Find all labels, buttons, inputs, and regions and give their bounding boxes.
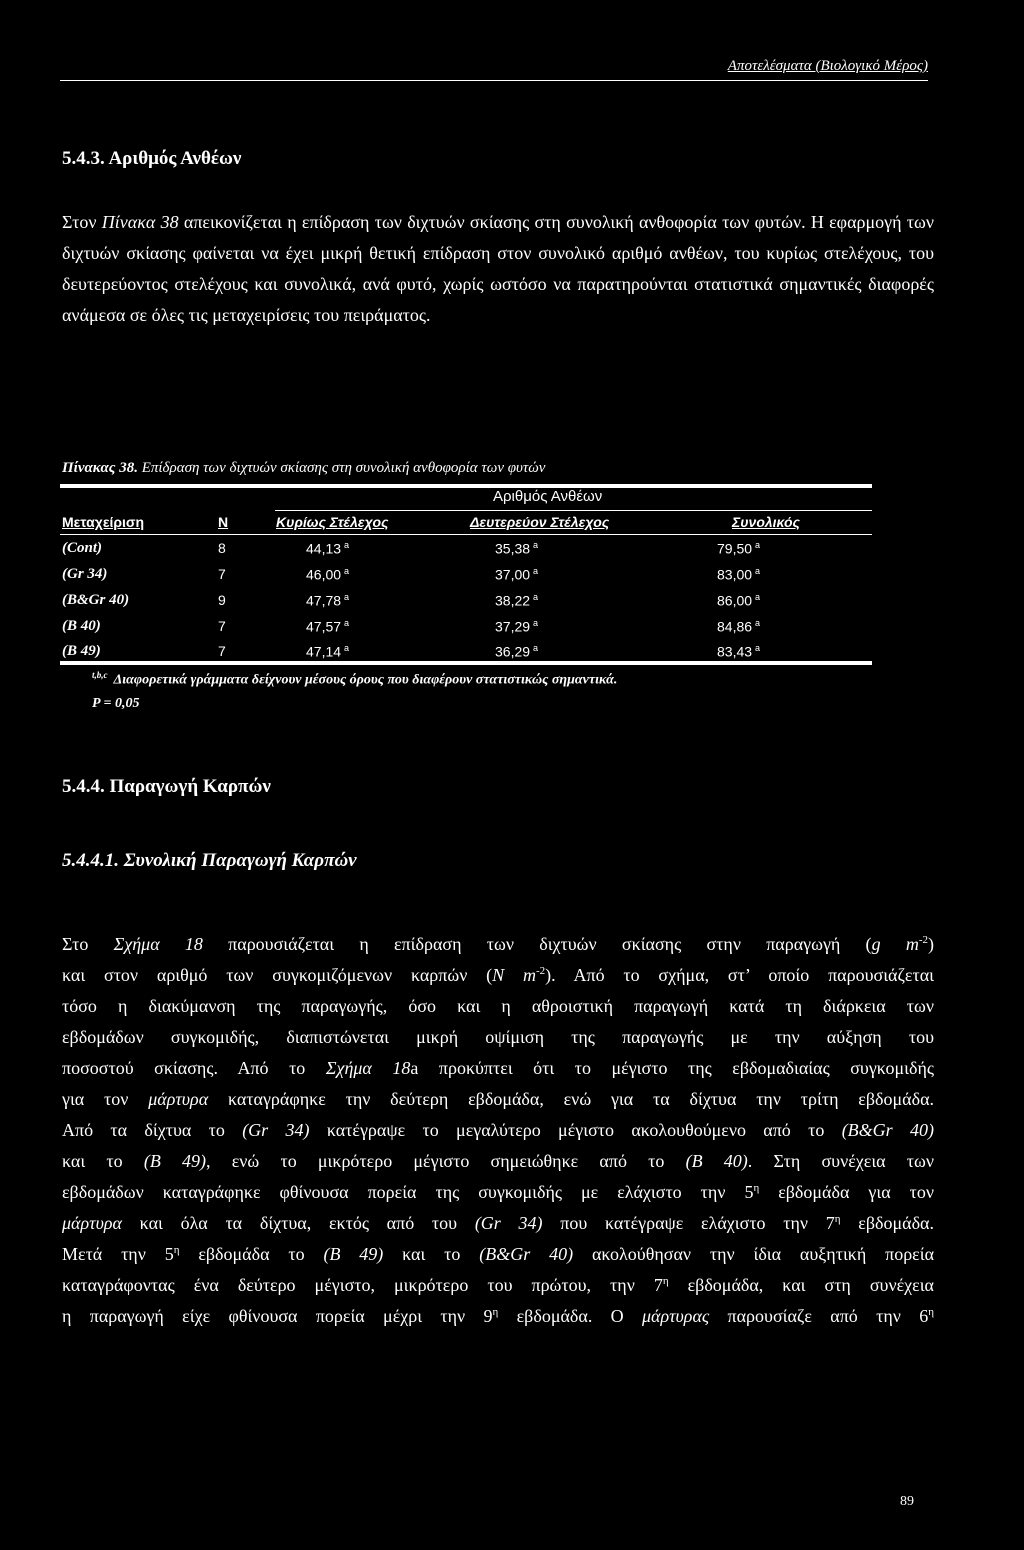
running-header: Αποτελέσματα (Βιολογικό Μέρος) — [727, 58, 928, 74]
paragraph-line — [62, 1115, 934, 1146]
secondary-stem-cell-value: 36,29 — [495, 643, 531, 660]
superscript: -2 — [918, 934, 928, 946]
secondary-stem-cell — [495, 618, 538, 635]
page-number: 89 — [900, 1494, 914, 1509]
total-cell-value: 83,43 — [717, 643, 753, 660]
paragraph-line — [62, 1146, 934, 1177]
secondary-stem-cell-value: 38,22 — [495, 592, 531, 609]
table-footnote — [92, 670, 617, 689]
n-cell-value: 8 — [218, 540, 226, 556]
table-bottom-rule — [60, 661, 872, 665]
section-heading-5441: 5.4.4.1. Συνολική Παραγωγή Καρπών — [62, 850, 357, 871]
paragraph-line — [62, 960, 934, 991]
main-stem-cell — [306, 540, 349, 557]
p-value: P = 0,05 — [92, 696, 140, 711]
significance-letter: a — [755, 618, 761, 628]
italic-text: (B&Gr 40) — [479, 1244, 574, 1264]
superscript: η — [173, 1244, 180, 1256]
line-text: εβδομάδα. — [840, 1213, 934, 1233]
line-text: τόσο η διακύμανση της παραγωγής, όσο και η αθροιστική παραγωγή κατά τη διάρκεια των — [62, 996, 934, 1016]
significance-letter: a — [755, 592, 761, 602]
italic-text: Σχήμα 18 — [113, 934, 203, 954]
col-header-secondary: Δευτερεύον Στέλεχος — [470, 514, 610, 530]
paragraph-line — [62, 991, 934, 1022]
line-text: εβδομάδα το — [179, 1244, 324, 1264]
line-text: ακολούθησαν την ίδια αυξητική πορεία — [573, 1244, 935, 1264]
paragraph-line — [62, 1208, 934, 1239]
paragraph-line — [62, 929, 934, 960]
italic-text: (Gr 34) — [474, 1213, 543, 1233]
n-cell — [218, 540, 226, 556]
line-text: . Στη συνέχεια των — [747, 1151, 935, 1171]
n-cell-value: 7 — [218, 566, 226, 582]
line-text: καταγράφοντας ένα δεύτερο μέγιστο, μικρότερο του πρώτου, την 7 — [62, 1275, 663, 1295]
main-stem-cell — [306, 618, 349, 635]
paragraph-line — [62, 1239, 934, 1270]
secondary-stem-cell — [495, 592, 538, 609]
total-cell-value: 86,00 — [717, 592, 753, 609]
total-cell — [717, 540, 760, 557]
line-text: και το — [383, 1244, 480, 1264]
line-text: κατέγραψε το μεγαλύτερο μέγιστο ακολουθούμενο από το — [309, 1120, 842, 1140]
total-cell — [717, 618, 760, 635]
n-cell — [218, 592, 226, 608]
total-cell-value: 79,50 — [717, 540, 753, 557]
significance-letter: a — [533, 540, 539, 550]
footnote-text: Διαφορετικά γράμματα δείχνουν μέσους όρους που διαφέρουν στατιστικώς σημαντικά. — [113, 672, 618, 688]
paragraph-line — [62, 1270, 934, 1301]
italic-text: μάρτυρα — [62, 1213, 122, 1233]
line-text: εβδομάδα για τον — [759, 1182, 934, 1202]
paragraph-line — [62, 1022, 934, 1053]
superscript: η — [492, 1306, 499, 1318]
significance-letter: a — [533, 592, 539, 602]
section-heading-544: 5.4.4. Παραγωγή Καρπών — [62, 776, 271, 797]
col-header-total: Συνολικός — [732, 514, 800, 530]
treatment-cell — [62, 566, 107, 583]
n-cell-value: 9 — [218, 592, 226, 608]
total-cell-value: 84,86 — [717, 618, 753, 635]
table-caption — [62, 460, 545, 477]
italic-text: (B 49) — [143, 1151, 207, 1171]
table-row — [60, 540, 872, 564]
main-stem-cell-value: 46,00 — [306, 566, 342, 583]
secondary-stem-cell-value: 35,38 — [495, 540, 531, 557]
table-caption-text: Επίδραση των διχτυών σκίασης στη συνολική ανθοφορία των φυτών — [137, 460, 546, 476]
total-cell — [717, 566, 760, 583]
treatment-cell-value: (Cont) — [62, 540, 103, 556]
treatment-cell — [62, 592, 129, 609]
line-text: Μετά την 5 — [62, 1244, 174, 1264]
paragraph-line — [62, 1301, 934, 1332]
significance-letter: a — [755, 540, 761, 550]
superscript: -2 — [536, 965, 546, 977]
line-text: και το — [62, 1151, 144, 1171]
secondary-stem-cell — [495, 643, 538, 660]
italic-text: (B 40) — [685, 1151, 748, 1171]
line-text: ποσοστού σκίασης. Από το — [62, 1058, 326, 1078]
line-text: a προκύπτει ότι το μέγιστο της εβδομαδιαίας συγκομιδής — [410, 1058, 934, 1078]
significance-letter: a — [344, 643, 350, 653]
line-text: εβδομάδων συγκομιδής, διαπιστώνεται μικρή οψίμιση της παραγωγής με την αύξηση του — [62, 1027, 934, 1047]
total-cell — [717, 592, 760, 609]
line-text: η παραγωγή είχε φθίνουσα πορεία μέχρι την 9 — [62, 1306, 493, 1326]
n-cell — [218, 618, 226, 634]
col-header-main: Κυρίως Στέλεχος — [276, 514, 389, 530]
superscript: η — [834, 1213, 841, 1225]
line-text: εβδομάδα, και στη συνέχεια — [668, 1275, 934, 1295]
secondary-stem-cell-value: 37,00 — [495, 566, 531, 583]
significance-letter: a — [344, 592, 350, 602]
footnote-marker: t,b,c — [92, 670, 108, 680]
table-row — [60, 566, 872, 590]
para-text: απεικονίζεται η επίδραση των διχτυών σκίασης στη συνολική ανθοφορία των φυτών. Η εφαρμογή των διχτυών σκίασης φαίνεται να έχει μικρή θετική επίδραση στον συνολικό αριθμό ανθέων, του κυρίως στελέχους, του δευτερεύοντος στελέχους και συνολικά, ανά φυτό, χωρίς ωστόσο να παρατηρούνται στατιστικά σημαντικές διαφορές ανάμεσα σε όλες τις μεταχειρίσεις του πειράματος. — [62, 212, 934, 325]
main-stem-cell — [306, 643, 349, 660]
table-top-rule — [60, 484, 872, 488]
secondary-stem-cell — [495, 566, 538, 583]
paragraph-line — [62, 1177, 934, 1208]
italic-text: (B 49) — [323, 1244, 384, 1264]
line-text: και όλα τα δίχτυα, εκτός από του — [121, 1213, 475, 1233]
significance-letter: a — [533, 618, 539, 628]
para-text: Στον — [62, 212, 102, 232]
main-stem-cell-value: 47,57 — [306, 618, 342, 635]
col-header-treatment: Μεταχείριση — [62, 514, 145, 530]
table-header-rule — [60, 534, 872, 535]
treatment-cell-value: (B&Gr 40) — [62, 592, 130, 608]
significance-letter: a — [755, 566, 761, 576]
line-text: εβδομάδων καταγράφηκε φθίνουσα πορεία της συγκομιδής με ελάχιστο την 5 — [62, 1182, 754, 1202]
line-text: και στον αριθμό των συγκομιζόμενων καρπών ( — [62, 965, 493, 985]
treatment-cell — [62, 540, 102, 557]
italic-text: μάρτυρας — [641, 1306, 710, 1326]
line-text: παρουσιάζεται η επίδραση των διχτυών σκίασης στην παραγωγή ( — [202, 934, 872, 954]
paragraph-line — [62, 1053, 934, 1084]
total-cell — [717, 643, 760, 660]
superscript: η — [753, 1182, 760, 1194]
significance-letter: a — [344, 566, 350, 576]
superscript: η — [662, 1275, 669, 1287]
line-text: Στο — [62, 934, 114, 954]
italic-text: (B&Gr 40) — [841, 1120, 935, 1140]
line-text: που κατέγραψε ελάχιστο την 7 — [542, 1213, 835, 1233]
total-cell-value: 83,00 — [717, 566, 753, 583]
col-header-n: N — [218, 514, 229, 530]
table-group-rule — [275, 510, 872, 511]
line-text: εβδομάδα. Ο — [498, 1306, 642, 1326]
treatment-cell-value: (B 49) — [62, 643, 101, 659]
secondary-stem-cell — [495, 540, 538, 557]
line-text: ). Από το σχήμα, στ’ οποίο παρουσιάζεται — [545, 965, 934, 985]
significance-letter: a — [533, 566, 539, 576]
italic-text: (Gr 34) — [242, 1120, 310, 1140]
line-text: παρουσίαζε από την 6 — [709, 1306, 929, 1326]
main-stem-cell-value: 47,78 — [306, 592, 342, 609]
header-rule — [60, 80, 928, 81]
paragraph-line — [62, 1084, 934, 1115]
line-text: , ενώ το μικρότερο μέγιστο σημειώθηκε από το — [206, 1151, 686, 1171]
significance-letter: a — [344, 618, 350, 628]
main-stem-cell-value: 47,14 — [306, 643, 342, 660]
main-stem-cell — [306, 566, 349, 583]
main-stem-cell-value: 44,13 — [306, 540, 342, 557]
italic-text: Σχήμα 18 — [325, 1058, 411, 1078]
secondary-stem-cell-value: 37,29 — [495, 618, 531, 635]
italic-text: N m — [492, 965, 536, 985]
main-stem-cell — [306, 592, 349, 609]
treatment-cell — [62, 618, 101, 635]
table-reference: Πίνακα 38 — [101, 212, 179, 232]
treatment-cell — [62, 643, 101, 660]
table-caption-label: Πίνακας 38. — [62, 460, 138, 476]
significance-letter: a — [344, 540, 350, 550]
n-cell — [218, 566, 226, 582]
line-text: Από τα δίχτυα το — [62, 1120, 243, 1140]
n-cell-value: 7 — [218, 618, 226, 634]
section-heading-543: 5.4.3. Αριθμός Ανθέων — [62, 148, 242, 169]
paragraph-5441 — [62, 929, 934, 1332]
n-cell — [218, 643, 226, 659]
superscript: η — [928, 1306, 934, 1318]
line-text: καταγράφηκε την δεύτερη εβδομάδα, ενώ για τα δίχτυα την τρίτη εβδομάδα. — [208, 1089, 934, 1109]
italic-text: g m — [871, 934, 919, 954]
treatment-cell-value: (B 40) — [62, 618, 101, 634]
line-text: για τον — [62, 1089, 149, 1109]
italic-text: μάρτυρα — [148, 1089, 209, 1109]
significance-letter: a — [755, 643, 761, 653]
table-row — [60, 592, 872, 616]
table-group-header: Αριθμός Ανθέων — [493, 488, 603, 505]
treatment-cell-value: (Gr 34) — [62, 566, 108, 582]
significance-letter: a — [533, 643, 539, 653]
n-cell-value: 7 — [218, 643, 226, 659]
table-row — [60, 618, 872, 642]
paragraph-543 — [62, 207, 934, 331]
line-text: ) — [928, 934, 934, 954]
